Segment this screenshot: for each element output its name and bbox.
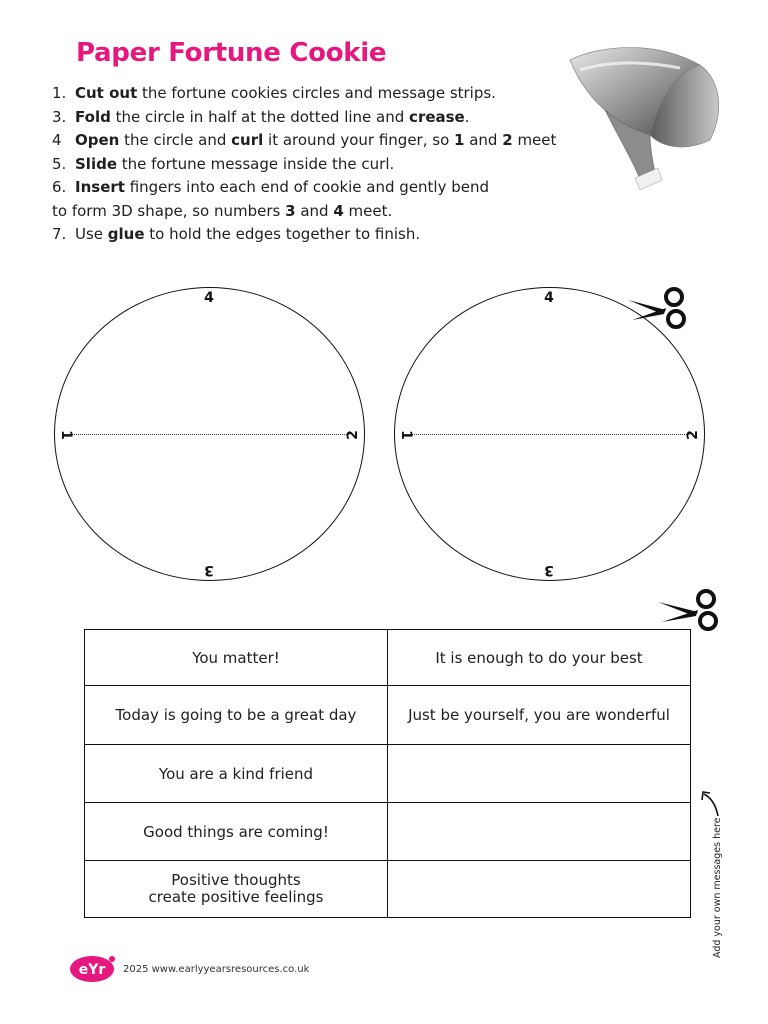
scissors-icon [626, 286, 690, 332]
step-number: 4 [52, 131, 62, 149]
step-text: Use [75, 225, 108, 243]
cookie-circle-left [54, 287, 365, 581]
eyr-logo [68, 953, 120, 985]
table-row [85, 861, 691, 918]
message-cell [85, 861, 388, 918]
fold-dotted-line [412, 434, 687, 435]
step-number: 6. [52, 178, 67, 196]
fold-dotted-line [72, 434, 347, 435]
circle-label-1: 1 [398, 430, 414, 440]
message-cell: Just be yourself, you are wonderful [388, 686, 691, 745]
step-3 [52, 106, 592, 130]
step-text: the fortune message inside the curl. [117, 154, 395, 173]
footer-text: 2025 www.earlyyearsresources.co.uk [123, 964, 310, 975]
message-cell-blank [388, 803, 691, 861]
message-cell: Today is going to be a great day [85, 686, 388, 745]
circle-label-4: 4 [204, 290, 214, 306]
circle-label-4: 4 [544, 290, 554, 306]
step-keyword: Insert [75, 178, 125, 196]
step-6-continuation [52, 200, 592, 224]
circle-label-1: 1 [58, 430, 74, 440]
step-text: fingers into each end of cookie and gently bend [124, 178, 490, 196]
circle-label-3: 3 [544, 562, 554, 578]
step-text: to hold the edges together to finish. [144, 225, 421, 243]
step-text: . [464, 107, 470, 126]
side-note-add-messages: Add your own messages here [712, 817, 723, 958]
step-text: it around your finger, so [263, 131, 455, 149]
step-text: to form 3D shape, so numbers [52, 201, 286, 220]
message-cell-blank [388, 745, 691, 803]
message-cell: You are a kind friend [85, 745, 388, 803]
table-row [85, 686, 691, 745]
step-text: the circle and [119, 131, 232, 149]
page-title: Paper Fortune Cookie [76, 38, 387, 68]
message-cell-blank [388, 861, 691, 918]
step-keyword: Open [75, 131, 120, 149]
step-keyword: glue [107, 225, 145, 243]
circle-label-2: 2 [685, 430, 701, 440]
circle-label-3: 3 [204, 562, 214, 578]
message-cell: You matter! [85, 630, 388, 686]
scissors-icon [656, 588, 722, 632]
step-keyword: 4 [333, 201, 344, 220]
step-6 [52, 176, 592, 200]
message-text: Positive thoughts create positive feelings [148, 871, 324, 906]
step-text: meet [512, 131, 557, 149]
step-number: 3. [52, 107, 67, 126]
step-keyword: 2 [502, 131, 513, 149]
step-keyword: curl [231, 131, 264, 149]
step-4 [52, 129, 592, 153]
step-keyword: Cut out [75, 84, 138, 102]
step-number: 5. [52, 154, 67, 173]
table-row [85, 630, 691, 686]
instructions-list [52, 82, 592, 247]
table-row [85, 803, 691, 861]
step-keyword: Slide [75, 154, 117, 173]
circle-label-2: 2 [345, 430, 361, 440]
step-5 [52, 153, 592, 177]
message-cell: Good things are coming! [85, 803, 388, 861]
step-number: 1. [52, 84, 67, 102]
step-keyword: 1 [454, 131, 465, 149]
step-text: and [464, 131, 503, 149]
step-text: meet. [343, 201, 393, 220]
svg-text:eYr: eYr [78, 962, 106, 978]
message-strips-table [84, 629, 691, 918]
step-1 [52, 82, 592, 106]
step-text: the circle in half at the dotted line and [110, 107, 410, 126]
step-number: 7. [52, 225, 67, 243]
message-cell: It is enough to do your best [388, 630, 691, 686]
table-row [85, 745, 691, 803]
step-7 [52, 223, 592, 247]
step-text: the fortune cookies circles and message strips. [137, 84, 496, 102]
step-keyword: 3 [285, 201, 296, 220]
fortune-cookie-illustration [560, 40, 730, 190]
step-keyword: crease [409, 107, 465, 126]
step-keyword: Fold [75, 107, 111, 126]
step-text: and [295, 201, 334, 220]
